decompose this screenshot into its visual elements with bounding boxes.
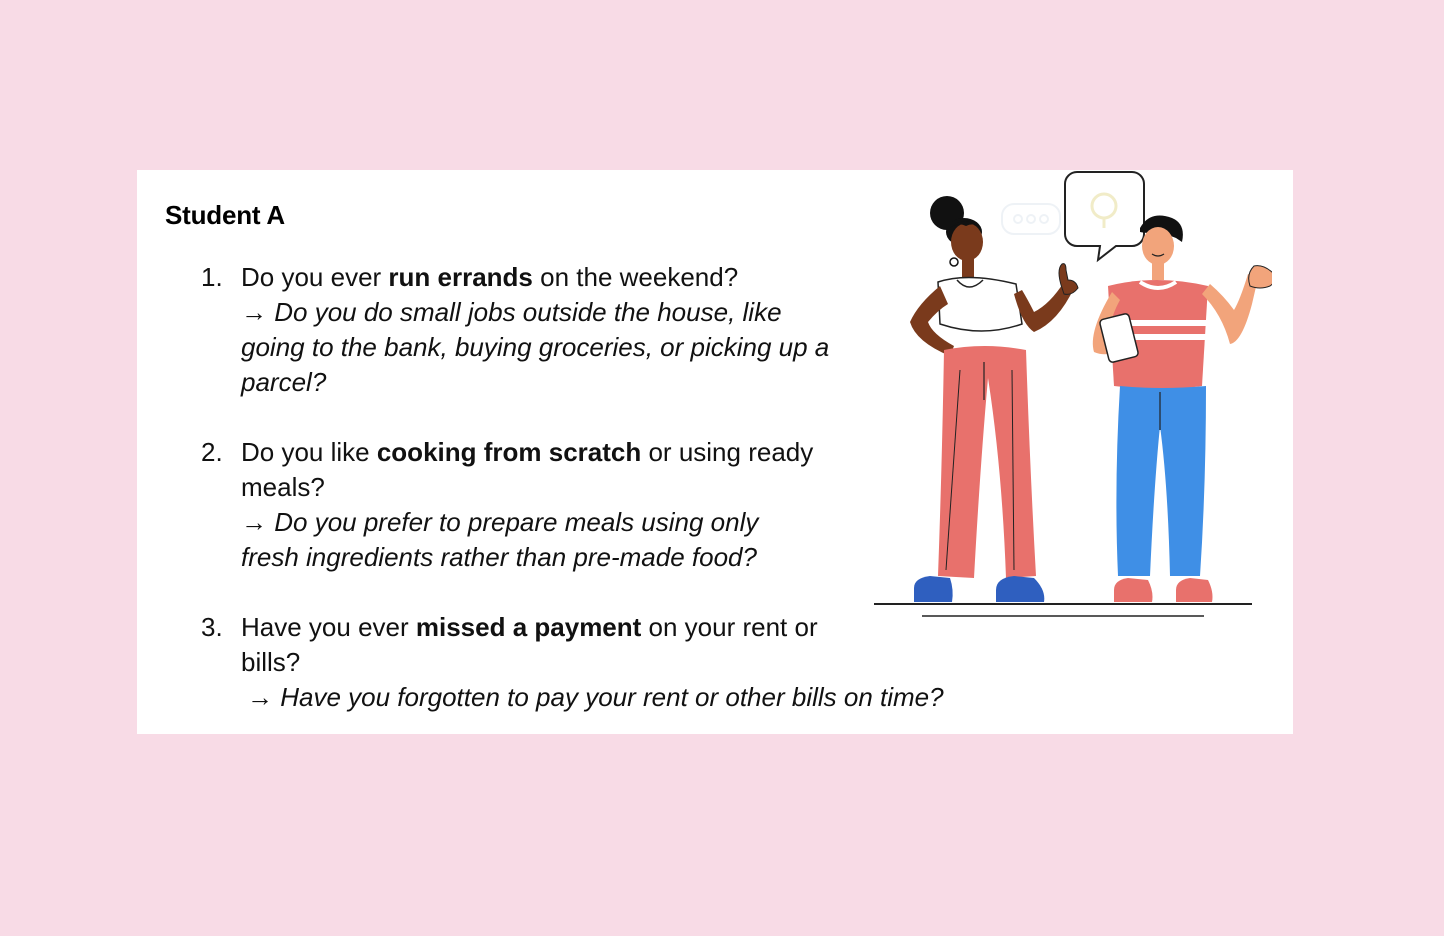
- arrow-icon: →: [247, 682, 281, 712]
- two-people-talking-illustration: [872, 170, 1272, 630]
- speech-bubble-icon: [1065, 172, 1144, 260]
- paraphrase-text: Have you forgotten to pay your rent or other bills on time?: [280, 682, 944, 712]
- question-text-end: on your rent or bills?: [241, 612, 818, 677]
- arrow-icon: →: [241, 297, 275, 327]
- question-body: [241, 610, 944, 715]
- question-number: 1.: [201, 262, 223, 292]
- question-keyword: cooking from scratch: [376, 437, 642, 467]
- thought-bubble-icon: [1002, 204, 1060, 234]
- question-text-start: Do you like: [241, 437, 377, 467]
- question-keyword: run errands: [388, 262, 533, 292]
- question-paraphrase: [241, 295, 831, 400]
- man-figure: [1093, 216, 1272, 602]
- question-text-end: or using ready meals?: [241, 437, 814, 502]
- question-text-start: Do you ever: [241, 262, 389, 292]
- question-paraphrase: [247, 680, 944, 715]
- worksheet-card: [137, 170, 1293, 734]
- question-text: [241, 435, 821, 505]
- question-text: [241, 610, 831, 680]
- worksheet-heading: Student A: [165, 200, 285, 230]
- question-text-start: Have you ever: [241, 612, 416, 642]
- question-text: [241, 260, 831, 295]
- question-keyword: missed a payment: [415, 612, 642, 642]
- woman-figure: [910, 196, 1078, 602]
- paraphrase-text: Do you do small jobs outside the house, like going to the bank, buying groceries, or picking up a parcel?: [241, 297, 830, 397]
- question-paraphrase: [241, 505, 821, 575]
- question-body: [241, 435, 821, 575]
- paraphrase-text: Do you prefer to prepare meals using only fresh ingredients rather than pre-made food?: [241, 507, 759, 572]
- question-text-end: on the weekend?: [532, 262, 739, 292]
- question-number: 3.: [201, 612, 223, 642]
- question-body: [241, 260, 831, 400]
- question-number: 2.: [201, 437, 223, 467]
- arrow-icon: →: [241, 507, 275, 537]
